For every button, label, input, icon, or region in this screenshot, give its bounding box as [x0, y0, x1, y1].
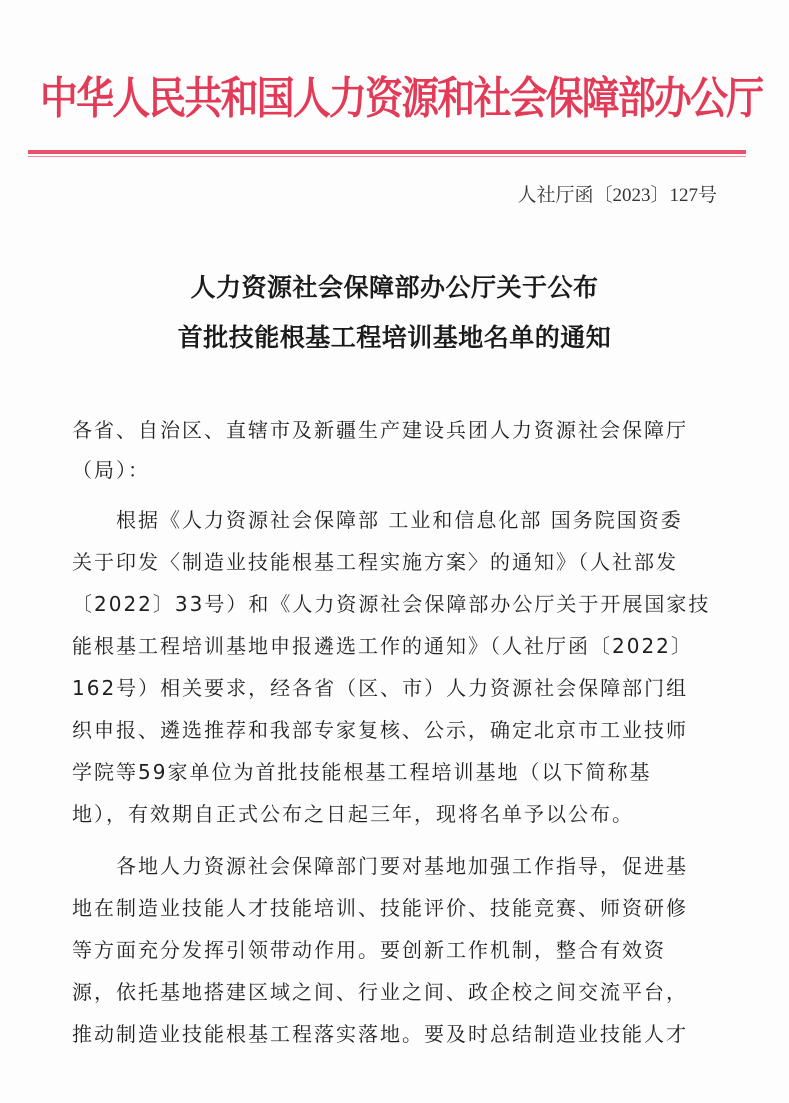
- body-line: 织申报、遴选推荐和我部专家复核、公示，确定北京市工业技师: [72, 718, 688, 742]
- body-line: 162号）相关要求，经各省（区、市）人力资源社会保障部门组: [72, 676, 689, 700]
- body-line: 推动制造业技能根基工程落实落地。要及时总结制造业技能人才: [72, 1022, 688, 1046]
- document-title-line-2: 首批技能根基工程培训基地名单的通知: [177, 323, 612, 352]
- body-line: （局）：: [72, 458, 150, 482]
- body-line: 各地人力资源社会保障部门要对基地加强工作指导，促进基: [72, 854, 688, 878]
- body-line: 地），有效期自正式公布之日起三年，现将名单予以公布。: [72, 802, 634, 826]
- letterhead-red-rule-thin: [28, 156, 746, 157]
- document-title-line-1: 人力资源社会保障部办公厅关于公布: [190, 273, 599, 302]
- body-line: 等方面充分发挥引领带动作用。要创新工作机制，整合有效资: [72, 938, 666, 962]
- body-line: 关于印发〈制造业技能根基工程实施方案〉的通知》（人社部发: [72, 550, 678, 574]
- body-line: 〔2022〕33号）和《人力资源社会保障部办公厅关于开展国家技: [72, 592, 711, 616]
- body-line: 根据《人力资源社会保障部 工业和信息化部 国务院国资委: [72, 508, 683, 532]
- body-line: 地在制造业技能人才技能培训、技能评价、技能竞赛、师资研修: [72, 896, 688, 920]
- document-number: 人社厅函〔2023〕127号: [517, 185, 717, 206]
- body-line: 能根基工程培训基地申报遴选工作的通知》（人社厅函〔2022〕: [72, 634, 693, 658]
- body-line: 学院等59家单位为首批技能根基工程培训基地（以下简称基: [72, 760, 652, 784]
- body-line: 源，依托基地搭建区域之间、行业之间、政企校之间交流平台，: [72, 980, 688, 1004]
- letterhead-red-rule: [28, 150, 746, 154]
- letterhead-title: 中华人民共和国人力资源和社会保障部办公厅: [40, 73, 763, 124]
- body-line: 各省、自治区、直辖市及新疆生产建设兵团人力资源社会保障厅: [72, 418, 688, 442]
